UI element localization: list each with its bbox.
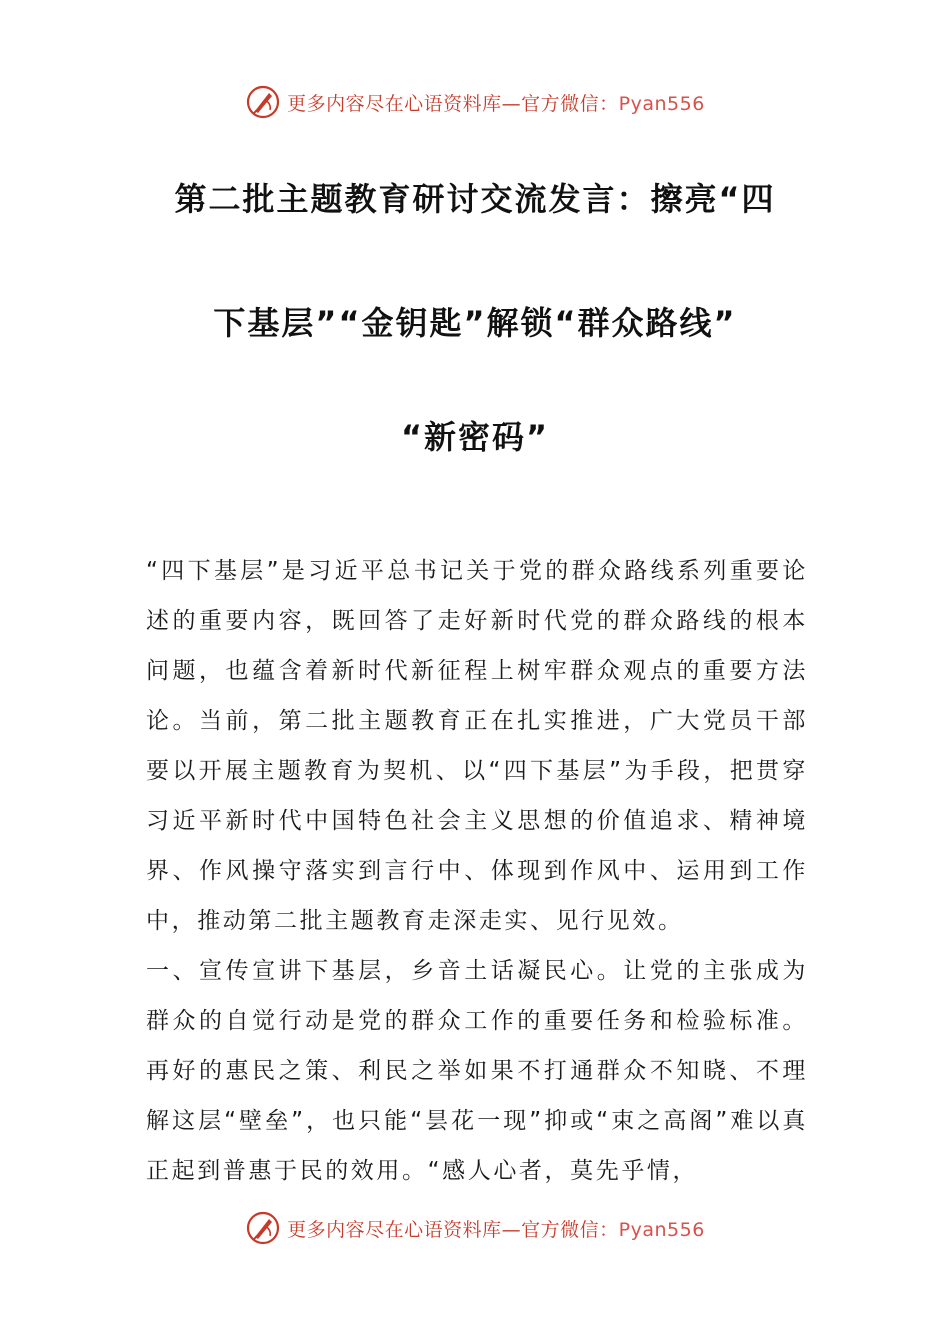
footer-watermark: [0, 1208, 950, 1248]
document-body: [146, 546, 808, 1196]
body-paragraph-1: “四下基层”是习近平总书记关于党的群众路线系列重要论述的重要内容，既回答了走好新时代党的群众路线的根本问题，也蕴含着新时代新征程上树牢群众观点的重要方法论。当前，第二批主题教育正在扎实推进，广大党员干部要以开展主题教育为契机、以“四下基层”为手段，把贯穿习近平新时代中国特色社会主义思想的价值追求、精神境界、作风操守落实到言行中、体现到作风中、运用到工作中，推动第二批主题教育走深走实、见行见效。: [146, 558, 808, 934]
watermark-text: 更多内容尽在心语资料库—官方微信：Pyan556: [287, 1218, 705, 1241]
quill-pen-icon: [245, 1210, 281, 1246]
watermark-handle: Pyan556: [618, 92, 705, 115]
header-watermark: [0, 82, 950, 122]
document-title-line-1: 第二批主题教育研讨交流发言：擦亮“四: [174, 180, 776, 218]
watermark-text: 更多内容尽在心语资料库—官方微信：Pyan556: [287, 92, 705, 115]
quill-pen-icon: [245, 84, 281, 120]
document-title-line-2: 下基层”“金钥匙”解锁“群众路线”: [213, 304, 737, 342]
watermark-handle: Pyan556: [618, 1218, 705, 1241]
body-paragraph-2: 一、宣传宣讲下基层，乡音土话凝民心。让党的主张成为群众的自觉行动是党的群众工作的重要任务和检验标准。再好的惠民之策、利民之举如果不打通群众不知晓、不理解这层“壁垒”，也只能“昙花一现”抑或“束之高阁”难以真正起到普惠于民的效用。“感人心者，莫先乎情，: [146, 958, 808, 1184]
document-title-line-3: “新密码”: [400, 418, 550, 456]
